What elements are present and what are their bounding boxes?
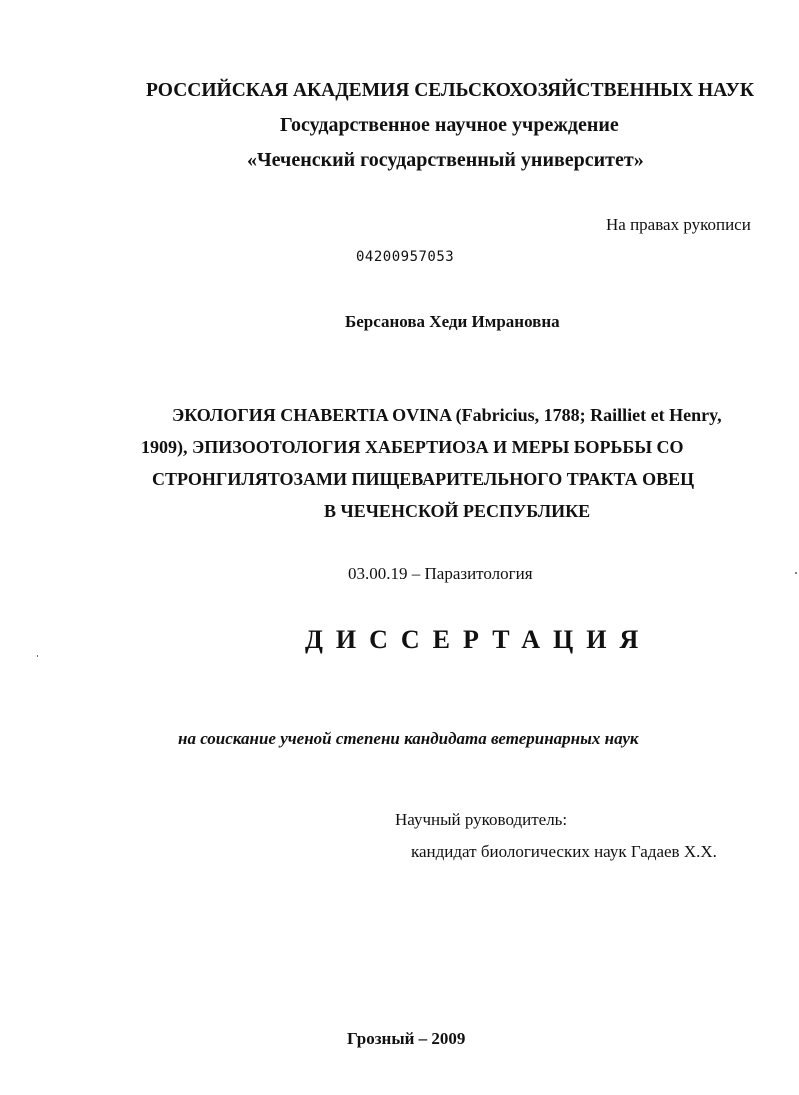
institution-type: Государственное научное учреждение xyxy=(280,114,619,136)
supervisor-name: кандидат биологических наук Гадаев Х.Х. xyxy=(411,842,717,861)
author-name: Берсанова Хеди Имрановна xyxy=(345,312,560,331)
title-line: 1909), ЭПИЗООТОЛОГИЯ ХАБЕРТИОЗА И МЕРЫ БОРЬБЫ СО xyxy=(141,437,684,457)
academy-name: РОССИЙСКАЯ АКАДЕМИЯ СЕЛЬСКОХОЗЯЙСТВЕННЫХ НАУК xyxy=(146,80,754,101)
manuscript-note: На правах рукописи xyxy=(606,215,751,234)
title-line: В ЧЕЧЕНСКОЙ РЕСПУБЛИКЕ xyxy=(324,501,591,521)
supervisor-label: Научный руководитель: xyxy=(395,810,568,829)
specialty-code: 03.00.19 – Паразитология xyxy=(348,564,533,583)
scan-speck xyxy=(795,572,797,574)
city-year: Грозный – 2009 xyxy=(347,1029,466,1048)
document-type: ДИССЕРТАЦИЯ xyxy=(305,625,652,654)
university-name: «Чеченский государственный университет» xyxy=(247,149,644,171)
degree-statement: на соискание ученой степени кандидата ветеринарных наук xyxy=(178,729,639,748)
title-line: ЭКОЛОГИЯ CHABERTIA OVINA (Fabricius, 1788; Railliet et Henry, xyxy=(172,405,722,425)
title-line: СТРОНГИЛЯТОЗАМИ ПИЩЕВАРИТЕЛЬНОГО ТРАКТА ОВЕЦ xyxy=(152,469,695,489)
scan-speck xyxy=(37,655,38,657)
stamp-number: 04200957053 xyxy=(356,249,455,265)
